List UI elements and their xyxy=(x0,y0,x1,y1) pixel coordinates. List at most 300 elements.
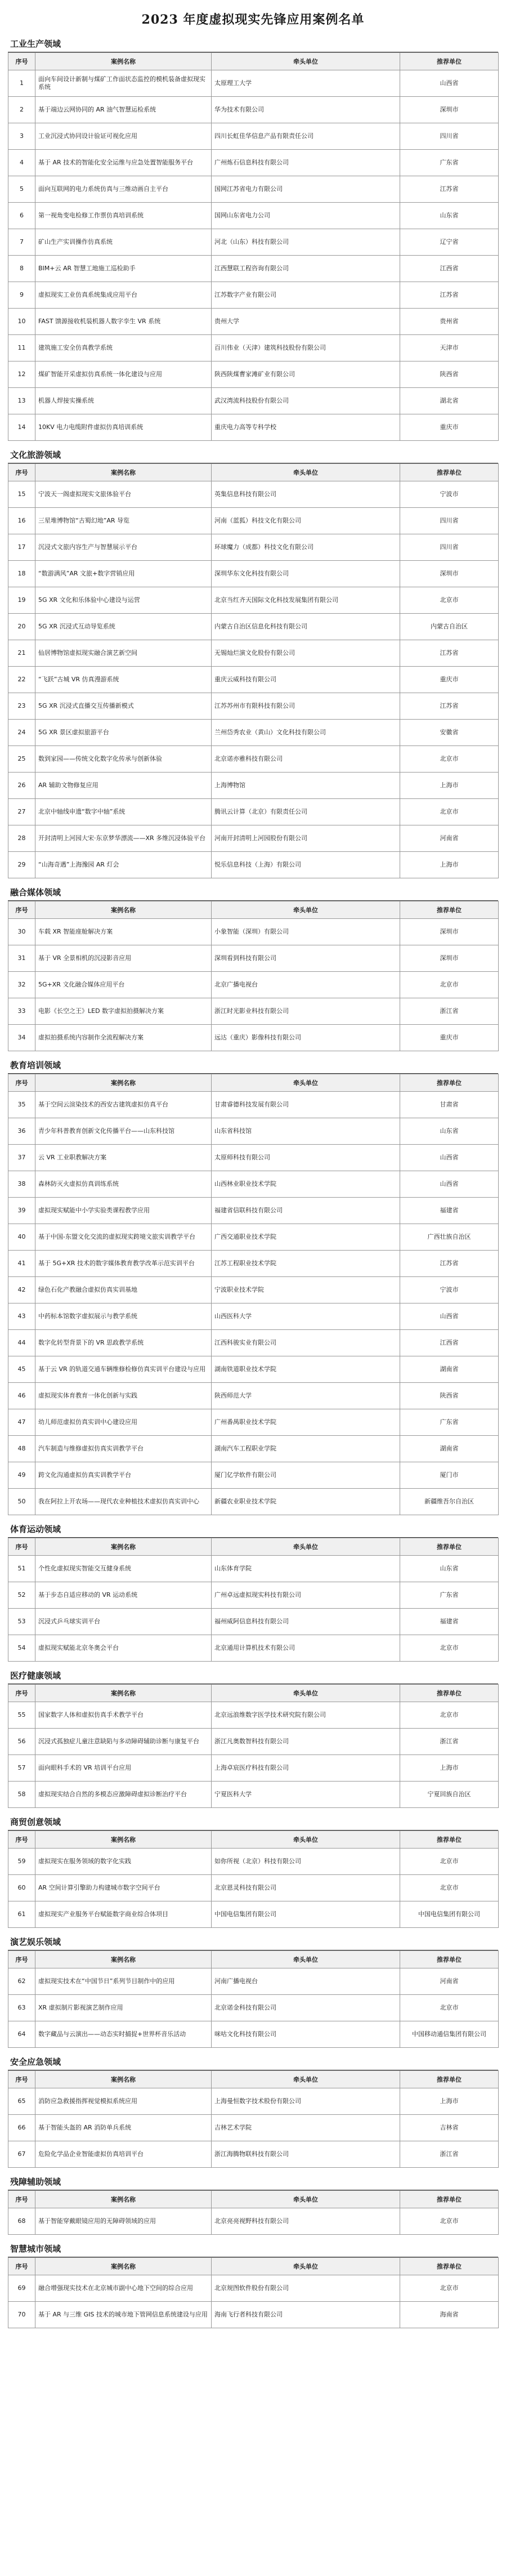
recommending-unit: 广东省 xyxy=(400,150,499,176)
lead-organization: 新疆农业职业技术学院 xyxy=(212,1489,400,1515)
lead-organization: 英集信息科技有限公司 xyxy=(212,481,400,508)
case-number: 54 xyxy=(8,1635,35,1662)
section xyxy=(8,2173,498,2235)
case-name: 个性化虚拟现实智能交互健身系统 xyxy=(35,1556,212,1582)
table-header-row xyxy=(8,901,499,919)
table-row xyxy=(8,825,499,852)
section-title: 教育培训领域 xyxy=(8,1057,498,1074)
column-header-recommending-unit: 推荐单位 xyxy=(400,1685,499,1702)
case-name: 云 VR 工业职教解决方案 xyxy=(35,1145,212,1171)
case-name: 基于云 VR 的轨道交通车辆维修检修仿真实训平台建设与应用 xyxy=(35,1356,212,1383)
lead-organization: 国网江苏省电力有限公司 xyxy=(212,176,400,203)
case-number: 33 xyxy=(8,998,35,1025)
case-name: 电影《长空之王》LED 数字虚拟拍摄解决方案 xyxy=(35,998,212,1025)
case-number: 24 xyxy=(8,720,35,746)
lead-organization: 浙江凡奥数智科技有限公司 xyxy=(212,1729,400,1755)
table-row xyxy=(8,1556,499,1582)
recommending-unit: 山西省 xyxy=(400,70,499,97)
case-number: 14 xyxy=(8,414,35,441)
column-header-case-name: 案例名称 xyxy=(35,1074,212,1092)
lead-organization: 吉林艺术学院 xyxy=(212,2115,400,2141)
column-header-case-number: 序号 xyxy=(8,464,35,481)
case-number: 21 xyxy=(8,640,35,667)
lead-organization: 广州卓远虚拟现实科技有限公司 xyxy=(212,1582,400,1609)
case-number: 13 xyxy=(8,388,35,414)
recommending-unit: 四川省 xyxy=(400,123,499,150)
case-number: 35 xyxy=(8,1092,35,1118)
column-header-recommending-unit: 推荐单位 xyxy=(400,1538,499,1556)
case-name: 基于空间云渲染技术的西安古建筑虚拟仿真平台 xyxy=(35,1092,212,1118)
table-row xyxy=(8,414,499,441)
lead-organization: 百川伟业（天津）建筑科技股份有限公司 xyxy=(212,335,400,361)
lead-organization: 内蒙古自治区信息化科技有限公司 xyxy=(212,614,400,640)
lead-organization: 北京规图软件股份有限公司 xyxy=(212,2275,400,2302)
case-number: 63 xyxy=(8,1995,35,2021)
case-number: 4 xyxy=(8,150,35,176)
case-number: 58 xyxy=(8,1782,35,1808)
case-name: 危险化学品企业智能虚拟仿真培训平台 xyxy=(35,2141,212,2168)
case-number: 46 xyxy=(8,1383,35,1409)
case-table xyxy=(8,1950,499,2048)
lead-organization: 小象智能（深圳）有限公司 xyxy=(212,919,400,945)
lead-organization: 海南飞行者科技有限公司 xyxy=(212,2302,400,2328)
lead-organization: 宁波职业技术学院 xyxy=(212,1277,400,1303)
case-number: 2 xyxy=(8,97,35,123)
lead-organization: 华为技术有限公司 xyxy=(212,97,400,123)
table-row xyxy=(8,1092,499,1118)
recommending-unit: 安徽省 xyxy=(400,720,499,746)
case-number: 55 xyxy=(8,1702,35,1729)
table-row xyxy=(8,1025,499,1051)
recommending-unit: 湖南省 xyxy=(400,1436,499,1462)
recommending-unit: 深圳市 xyxy=(400,561,499,587)
case-number: 48 xyxy=(8,1436,35,1462)
recommending-unit: 北京市 xyxy=(400,799,499,825)
case-name: 绿色石化产教融合虚拟仿真实训基地 xyxy=(35,1277,212,1303)
column-header-case-number: 序号 xyxy=(8,1538,35,1556)
table-header-row xyxy=(8,2191,499,2208)
table-row xyxy=(8,229,499,256)
section xyxy=(8,2240,498,2328)
case-table xyxy=(8,901,499,1051)
case-table xyxy=(8,1074,499,1515)
case-name: 虚拟现实技术在“中国节日”系列节目制作中的应用 xyxy=(35,1968,212,1995)
table-header-row xyxy=(8,1831,499,1849)
recommending-unit: 北京市 xyxy=(400,972,499,998)
case-name: 消防应急救援指挥视觉模拟系统应用 xyxy=(35,2088,212,2115)
case-table xyxy=(8,2070,499,2168)
recommending-unit: 内蒙古自治区 xyxy=(400,614,499,640)
case-name: 青少年科普教育创新文化传播平台——山东科技馆 xyxy=(35,1118,212,1145)
recommending-unit: 深圳市 xyxy=(400,945,499,972)
case-name: AR 辅助文物修复应用 xyxy=(35,773,212,799)
case-name: 虚拟现实赋能北京冬奥会平台 xyxy=(35,1635,212,1662)
section xyxy=(8,2053,498,2168)
case-number: 34 xyxy=(8,1025,35,1051)
recommending-unit: 宁波市 xyxy=(400,481,499,508)
lead-organization: 河南开封清明上河园股份有限公司 xyxy=(212,825,400,852)
recommending-unit: 山西省 xyxy=(400,1171,499,1198)
lead-organization: 无锡灿烂演文化股份有限公司 xyxy=(212,640,400,667)
lead-organization: 上海卓宸医疗科技有限公司 xyxy=(212,1755,400,1782)
column-header-lead-organization: 牵头单位 xyxy=(212,1951,400,1968)
recommending-unit: 浙江省 xyxy=(400,1729,499,1755)
case-name: 基于 VR 全景相机的沉浸影音应用 xyxy=(35,945,212,972)
case-name: 国家数字人体和虚拟仿真手术教学平台 xyxy=(35,1702,212,1729)
lead-organization: 如你所视（北京）科技有限公司 xyxy=(212,1849,400,1875)
table-row xyxy=(8,640,499,667)
lead-organization: 陕西师范大学 xyxy=(212,1383,400,1409)
sections-container xyxy=(8,35,498,2328)
recommending-unit: 甘肃省 xyxy=(400,1092,499,1118)
table-row xyxy=(8,1224,499,1251)
case-name: 基于中国-东盟文化交流的虚拟现实跨境文旅实训教学平台 xyxy=(35,1224,212,1251)
table-row xyxy=(8,799,499,825)
recommending-unit: 宁波市 xyxy=(400,1277,499,1303)
table-row xyxy=(8,335,499,361)
recommending-unit: 上海市 xyxy=(400,852,499,878)
case-number: 23 xyxy=(8,693,35,720)
recommending-unit: 北京市 xyxy=(400,1995,499,2021)
table-row xyxy=(8,534,499,561)
table-row xyxy=(8,1849,499,1875)
recommending-unit: 重庆市 xyxy=(400,1025,499,1051)
column-header-case-name: 案例名称 xyxy=(35,464,212,481)
case-number: 69 xyxy=(8,2275,35,2302)
case-name: 虚拟现实在服务领域的数字化实践 xyxy=(35,1849,212,1875)
column-header-case-number: 序号 xyxy=(8,2258,35,2275)
case-number: 45 xyxy=(8,1356,35,1383)
table-row xyxy=(8,1436,499,1462)
lead-organization: 北京恩灵科技有限公司 xyxy=(212,1875,400,1901)
case-number: 11 xyxy=(8,335,35,361)
case-number: 3 xyxy=(8,123,35,150)
section-title: 安全应急领域 xyxy=(8,2053,498,2070)
recommending-unit: 北京市 xyxy=(400,2208,499,2235)
column-header-case-name: 案例名称 xyxy=(35,901,212,919)
recommending-unit: 广东省 xyxy=(400,1582,499,1609)
recommending-unit: 重庆市 xyxy=(400,667,499,693)
case-name: 面向眼科手术的 VR 培训平台应用 xyxy=(35,1755,212,1782)
case-number: 1 xyxy=(8,70,35,97)
lead-organization: 腾讯云计算（北京）有限责任公司 xyxy=(212,799,400,825)
column-header-lead-organization: 牵头单位 xyxy=(212,1074,400,1092)
lead-organization: 福建省信联科技有限公司 xyxy=(212,1198,400,1224)
recommending-unit: 江西省 xyxy=(400,256,499,282)
case-number: 62 xyxy=(8,1968,35,1995)
recommending-unit: 北京市 xyxy=(400,2275,499,2302)
table-row xyxy=(8,1582,499,1609)
lead-organization: 北京当红齐天国际文化科技发展集团有限公司 xyxy=(212,587,400,614)
column-header-case-name: 案例名称 xyxy=(35,1538,212,1556)
recommending-unit: 北京市 xyxy=(400,587,499,614)
table-header-row xyxy=(8,1538,499,1556)
column-header-recommending-unit: 推荐单位 xyxy=(400,1831,499,1849)
case-number: 15 xyxy=(8,481,35,508)
recommending-unit: 江苏省 xyxy=(400,176,499,203)
section xyxy=(8,1057,498,1515)
case-table xyxy=(8,1831,499,1928)
recommending-unit: 山东省 xyxy=(400,1556,499,1582)
section-title: 文化旅游领域 xyxy=(8,447,498,463)
section-title: 体育运动领域 xyxy=(8,1521,498,1538)
table-header-row xyxy=(8,464,499,481)
case-name: 5G+XR 文化融合媒体应用平台 xyxy=(35,972,212,998)
case-number: 43 xyxy=(8,1303,35,1330)
column-header-case-name: 案例名称 xyxy=(35,1951,212,1968)
table-row xyxy=(8,1729,499,1755)
recommending-unit: 重庆市 xyxy=(400,414,499,441)
recommending-unit: 广西壮族自治区 xyxy=(400,1224,499,1251)
lead-organization: 深圳华东文化科技有限公司 xyxy=(212,561,400,587)
column-header-recommending-unit: 推荐单位 xyxy=(400,2191,499,2208)
table-row xyxy=(8,587,499,614)
recommending-unit: 北京市 xyxy=(400,1635,499,1662)
case-number: 20 xyxy=(8,614,35,640)
case-name: 沉浸式文旅内容生产与智慧展示平台 xyxy=(35,534,212,561)
table-row xyxy=(8,1462,499,1489)
lead-organization: 江西慧联工程咨询有限公司 xyxy=(212,256,400,282)
lead-organization: 福州威阿信息科技有限公司 xyxy=(212,1609,400,1635)
case-name: 森林防灭火虚拟仿真训练系统 xyxy=(35,1171,212,1198)
case-name: 机器人焊接实操系统 xyxy=(35,388,212,414)
case-number: 8 xyxy=(8,256,35,282)
case-name: 沉浸式乒乓球实训平台 xyxy=(35,1609,212,1635)
lead-organization: 悦乐信息科技（上海）有限公司 xyxy=(212,852,400,878)
case-name: 基于步态自适应移动的 VR 运动系统 xyxy=(35,1582,212,1609)
recommending-unit: 辽宁省 xyxy=(400,229,499,256)
lead-organization: 山西医科大学 xyxy=(212,1303,400,1330)
table-row xyxy=(8,2021,499,2048)
case-table xyxy=(8,1684,499,1808)
recommending-unit: 上海市 xyxy=(400,773,499,799)
recommending-unit: 厦门市 xyxy=(400,1462,499,1489)
table-row xyxy=(8,1755,499,1782)
case-name: 煤矿智能开采虚拟仿真系统一体化建设与应用 xyxy=(35,361,212,388)
lead-organization: 太原理工大学 xyxy=(212,70,400,97)
case-name: 中药标本馆数字虚拟展示与教学系统 xyxy=(35,1303,212,1330)
table-row xyxy=(8,150,499,176)
recommending-unit: 河南省 xyxy=(400,1968,499,1995)
case-table xyxy=(8,52,499,441)
lead-organization: 河南广播电视台 xyxy=(212,1968,400,1995)
column-header-lead-organization: 牵头单位 xyxy=(212,1538,400,1556)
case-number: 70 xyxy=(8,2302,35,2328)
case-name: 矿山生产实训操作仿真系统 xyxy=(35,229,212,256)
case-name: AR 空间计算引擎助力构建城市数字空间平台 xyxy=(35,1875,212,1901)
case-name: XR 虚拟制片影视演艺制作应用 xyxy=(35,1995,212,2021)
case-name: 建筑施工安全仿真教学系统 xyxy=(35,335,212,361)
column-header-case-number: 序号 xyxy=(8,2191,35,2208)
case-name: 数字藏品与云演出——动态实时捕捉+世界杯音乐活动 xyxy=(35,2021,212,2048)
column-header-recommending-unit: 推荐单位 xyxy=(400,2071,499,2088)
case-table xyxy=(8,463,499,878)
case-name: 幼儿师范虚拟仿真实训中心建设应用 xyxy=(35,1409,212,1436)
case-name: “飞跃”古城 VR 仿真漫游系统 xyxy=(35,667,212,693)
table-row xyxy=(8,1968,499,1995)
case-name: 面向车间设计新制与煤矿工作面状态监控的模机装备虚拟现实系统 xyxy=(35,70,212,97)
table-row xyxy=(8,2141,499,2168)
recommending-unit: 北京市 xyxy=(400,1875,499,1901)
table-header-row xyxy=(8,53,499,70)
recommending-unit: 广东省 xyxy=(400,1409,499,1436)
lead-organization: 江苏数字产业有限公司 xyxy=(212,282,400,309)
case-name: 开封清明上河园大宋·东京梦华漂流——XR 多维沉浸体验平台 xyxy=(35,825,212,852)
table-row xyxy=(8,945,499,972)
table-row xyxy=(8,1277,499,1303)
table-header-row xyxy=(8,1685,499,1702)
recommending-unit: 陕西省 xyxy=(400,361,499,388)
column-header-lead-organization: 牵头单位 xyxy=(212,901,400,919)
case-name: 我在阿拉上开农场——现代农业种植技术虚拟仿真实训中心 xyxy=(35,1489,212,1515)
case-name: 车载 XR 智能座舱解决方案 xyxy=(35,919,212,945)
recommending-unit: 贵州省 xyxy=(400,309,499,335)
case-number: 44 xyxy=(8,1330,35,1356)
table-row xyxy=(8,614,499,640)
recommending-unit: 深圳市 xyxy=(400,97,499,123)
column-header-case-name: 案例名称 xyxy=(35,1685,212,1702)
recommending-unit: 江西省 xyxy=(400,1330,499,1356)
case-name: 数到家园——传统文化数字化传承与创新体验 xyxy=(35,746,212,773)
case-number: 68 xyxy=(8,2208,35,2235)
recommending-unit: 江苏省 xyxy=(400,693,499,720)
case-number: 10 xyxy=(8,309,35,335)
case-name: 虚拟现实产业服务平台赋能数字商业综合体项目 xyxy=(35,1901,212,1928)
case-name: 5G XR 文化和乐体验中心建设与运营 xyxy=(35,587,212,614)
table-row xyxy=(8,1489,499,1515)
case-name: 面向互联网的电力系统仿真与三维动画自主平台 xyxy=(35,176,212,203)
case-name: 数字化转型背景下的 VR 思政教学系统 xyxy=(35,1330,212,1356)
table-header-row xyxy=(8,2071,499,2088)
document xyxy=(8,0,498,2328)
lead-organization: 北京诺金科技有限公司 xyxy=(212,1995,400,2021)
column-header-lead-organization: 牵头单位 xyxy=(212,1831,400,1849)
recommending-unit: 天津市 xyxy=(400,335,499,361)
lead-organization: 河南（蓝狐）科技文化有限公司 xyxy=(212,508,400,534)
recommending-unit: 江苏省 xyxy=(400,282,499,309)
case-number: 9 xyxy=(8,282,35,309)
section xyxy=(8,1521,498,1662)
table-row xyxy=(8,508,499,534)
case-number: 50 xyxy=(8,1489,35,1515)
recommending-unit: 上海市 xyxy=(400,1755,499,1782)
recommending-unit: 海南省 xyxy=(400,2302,499,2328)
lead-organization: 贵州大学 xyxy=(212,309,400,335)
lead-organization: 重庆云威科技有限公司 xyxy=(212,667,400,693)
column-header-recommending-unit: 推荐单位 xyxy=(400,1074,499,1092)
lead-organization: 江西科骏实业有限公司 xyxy=(212,1330,400,1356)
section xyxy=(8,1814,498,1928)
case-number: 47 xyxy=(8,1409,35,1436)
column-header-recommending-unit: 推荐单位 xyxy=(400,2258,499,2275)
case-number: 56 xyxy=(8,1729,35,1755)
case-number: 6 xyxy=(8,203,35,229)
lead-organization: 上海曼恒数字技术股份有限公司 xyxy=(212,2088,400,2115)
section-title: 智慧城市领域 xyxy=(8,2240,498,2257)
table-row xyxy=(8,2275,499,2302)
case-number: 61 xyxy=(8,1901,35,1928)
case-number: 38 xyxy=(8,1171,35,1198)
recommending-unit: 北京市 xyxy=(400,746,499,773)
recommending-unit: 浙江省 xyxy=(400,2141,499,2168)
column-header-recommending-unit: 推荐单位 xyxy=(400,901,499,919)
lead-organization: 武汉湾流科技股份有限公司 xyxy=(212,388,400,414)
column-header-case-name: 案例名称 xyxy=(35,53,212,70)
lead-organization: 陕西陕煤曹家滩矿业有限公司 xyxy=(212,361,400,388)
case-number: 66 xyxy=(8,2115,35,2141)
case-name: 跨文化沟通虚拟仿真实训教学平台 xyxy=(35,1462,212,1489)
case-number: 41 xyxy=(8,1251,35,1277)
column-header-case-number: 序号 xyxy=(8,901,35,919)
column-header-lead-organization: 牵头单位 xyxy=(212,2258,400,2275)
case-number: 60 xyxy=(8,1875,35,1901)
case-number: 22 xyxy=(8,667,35,693)
column-header-case-name: 案例名称 xyxy=(35,2191,212,2208)
table-row xyxy=(8,1118,499,1145)
lead-organization: 浙江时光影业科技有限公司 xyxy=(212,998,400,1025)
table-row xyxy=(8,1171,499,1198)
table-row xyxy=(8,972,499,998)
case-number: 67 xyxy=(8,2141,35,2168)
case-number: 37 xyxy=(8,1145,35,1171)
case-name: 10KV 电力电缆附件虚拟仿真培训系统 xyxy=(35,414,212,441)
table-row xyxy=(8,1383,499,1409)
case-number: 30 xyxy=(8,919,35,945)
recommending-unit: 福建省 xyxy=(400,1609,499,1635)
table-row xyxy=(8,361,499,388)
section xyxy=(8,447,498,878)
case-number: 65 xyxy=(8,2088,35,2115)
table-row xyxy=(8,309,499,335)
case-name: 基于 AR 技术的智能化安全运维与应急处置智能服务平台 xyxy=(35,150,212,176)
lead-organization: 北京亮亮视野科技有限公司 xyxy=(212,2208,400,2235)
case-number: 59 xyxy=(8,1849,35,1875)
table-row xyxy=(8,1702,499,1729)
lead-organization: 河北（山东）科技有限公司 xyxy=(212,229,400,256)
case-name: 虚拟现实赋能中小学实验类课程教学应用 xyxy=(35,1198,212,1224)
case-table xyxy=(8,2190,499,2235)
lead-organization: 重庆电力高等专科学校 xyxy=(212,414,400,441)
lead-organization: 北京远浪维数字医学技术研究院有限公司 xyxy=(212,1702,400,1729)
case-name: 基于 AR 与三维 GIS 技术的城市地下管网信息系统建设与应用 xyxy=(35,2302,212,2328)
case-name: BIM+云 AR 智慧工地施工巡检助手 xyxy=(35,256,212,282)
case-number: 52 xyxy=(8,1582,35,1609)
table-row xyxy=(8,693,499,720)
lead-organization: 广州番禺职业技术学院 xyxy=(212,1409,400,1436)
column-header-case-number: 序号 xyxy=(8,2071,35,2088)
lead-organization: 北京通用计算机技术有限公司 xyxy=(212,1635,400,1662)
table-row xyxy=(8,97,499,123)
case-table xyxy=(8,1538,499,1662)
column-header-lead-organization: 牵头单位 xyxy=(212,2071,400,2088)
case-number: 49 xyxy=(8,1462,35,1489)
case-name: 北京中轴线申遗“数字中轴”系统 xyxy=(35,799,212,825)
section-title: 工业生产领域 xyxy=(8,35,498,52)
case-number: 42 xyxy=(8,1277,35,1303)
recommending-unit: 北京市 xyxy=(400,1849,499,1875)
case-name: 沉浸式孤独症儿童注意缺陷与多动障碍辅助诊断与康复平台 xyxy=(35,1729,212,1755)
case-name: 工业沉浸式协同设计验证可视化应用 xyxy=(35,123,212,150)
table-row xyxy=(8,2302,499,2328)
section xyxy=(8,1934,498,2048)
recommending-unit: 宁夏回族自治区 xyxy=(400,1782,499,1808)
case-name: 虚拟现实体育教育一体化创新与实践 xyxy=(35,1383,212,1409)
table-row xyxy=(8,176,499,203)
case-name: 基于端边云网协同的 AR 油气智慧运检系统 xyxy=(35,97,212,123)
case-number: 57 xyxy=(8,1755,35,1782)
lead-organization: 环球魔力（成都）科技文化有限公司 xyxy=(212,534,400,561)
recommending-unit: 山东省 xyxy=(400,203,499,229)
